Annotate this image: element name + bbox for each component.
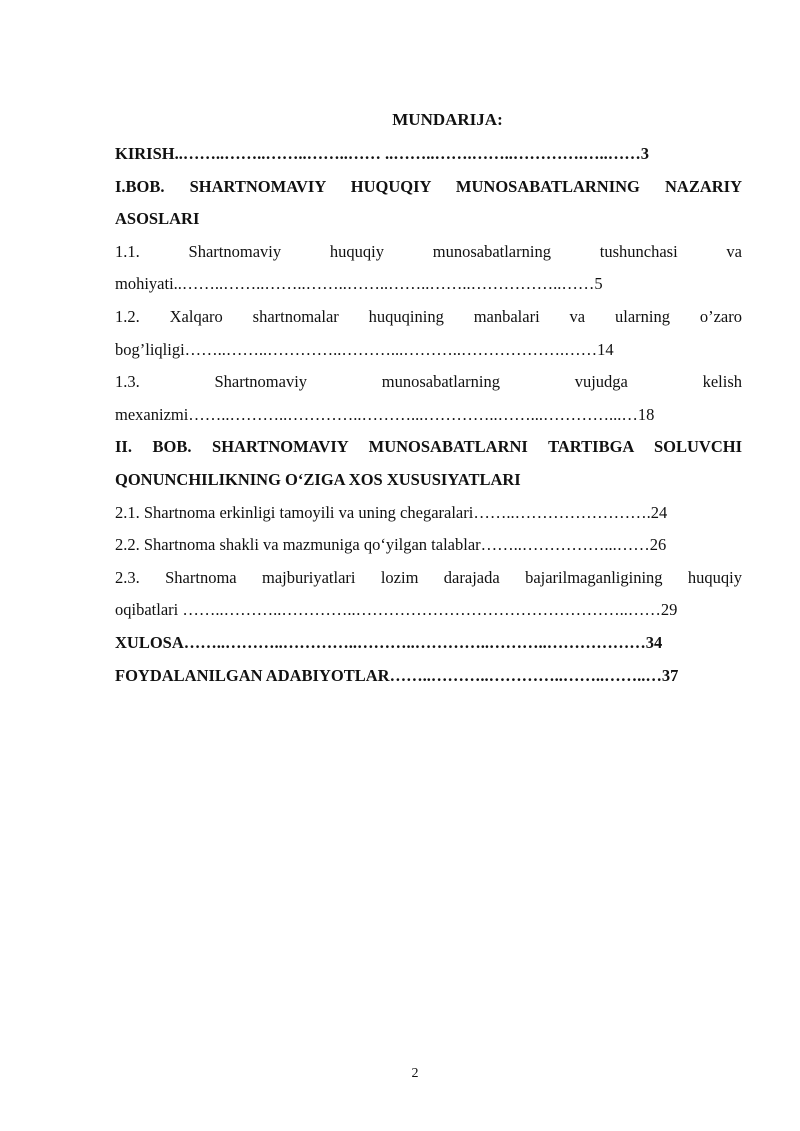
toc-entry-2-3-cont: oqibatlari ……..………..…………..…………………………………………..……29 xyxy=(115,600,678,620)
toc-entry-1-3-cont: mexanizmi……..………..…………..………...…………..……...…………...…18 xyxy=(115,404,655,424)
toc-entry-1-2: 1.2. Xalqaro shartnomalar huquqining manbalari va ularning o’zaro xyxy=(115,306,742,326)
page-number: 2 xyxy=(411,1066,419,1081)
toc-entry-kirish: KIRISH..……..……..……..……..…… ..……..…….……..………….…..……3 xyxy=(115,144,649,163)
toc-chapter-1-heading-cont: ASOSLARI xyxy=(115,209,200,229)
toc-chapter-2-heading: II. BOB. SHARTNOMAVIY MUNOSABATLARNI TARTIBGA SOLUVCHI xyxy=(115,437,742,457)
toc-entry-2-2: 2.2. Shartnoma shakli va mazmuniga qo‘yilgan talablar……..……………...……26 xyxy=(115,535,667,555)
toc-entry-foydalanilgan-adabiyotlar: FOYDALANILGAN ADABIYOTLAR……..………..…………..……..……..…37 xyxy=(115,665,679,685)
toc-chapter-2-heading-cont: QONUNCHILIKNING O‘ZIGA XOS XUSUSIYATLARI xyxy=(115,469,521,489)
table-of-contents xyxy=(115,142,742,696)
toc-chapter-1-heading: I.BOB. SHARTNOMAVIY HUQUQIY MUNOSABATLARNING NAZARIY xyxy=(115,176,742,196)
page-title: MUNDARIJA: xyxy=(392,110,503,129)
toc-entry-1-2-cont: bog’liqligi……..……..…………..………...………..……………….……14 xyxy=(115,339,614,359)
toc-entry-1-3: 1.3. Shartnomaviy munosabatlarning vujudga kelish xyxy=(115,372,742,392)
toc-entry-1-1-cont: mohiyati..……..……..……..……..……..……..……..……………..……5 xyxy=(115,274,603,294)
toc-entry-xulosa: XULOSA……..………..…………..………..…………..………..………………34 xyxy=(115,632,663,652)
toc-entry-1-1: 1.1. Shartnomaviy huquqiy munosabatlarning tushunchasi va xyxy=(115,241,742,261)
toc-entry-2-3: 2.3. Shartnoma majburiyatlari lozim darajada bajarilmaganligining huquqiy xyxy=(115,567,742,587)
toc-entry-2-1: 2.1. Shartnoma erkinligi tamoyili va uning chegaralari……..…………………….24 xyxy=(115,502,668,522)
